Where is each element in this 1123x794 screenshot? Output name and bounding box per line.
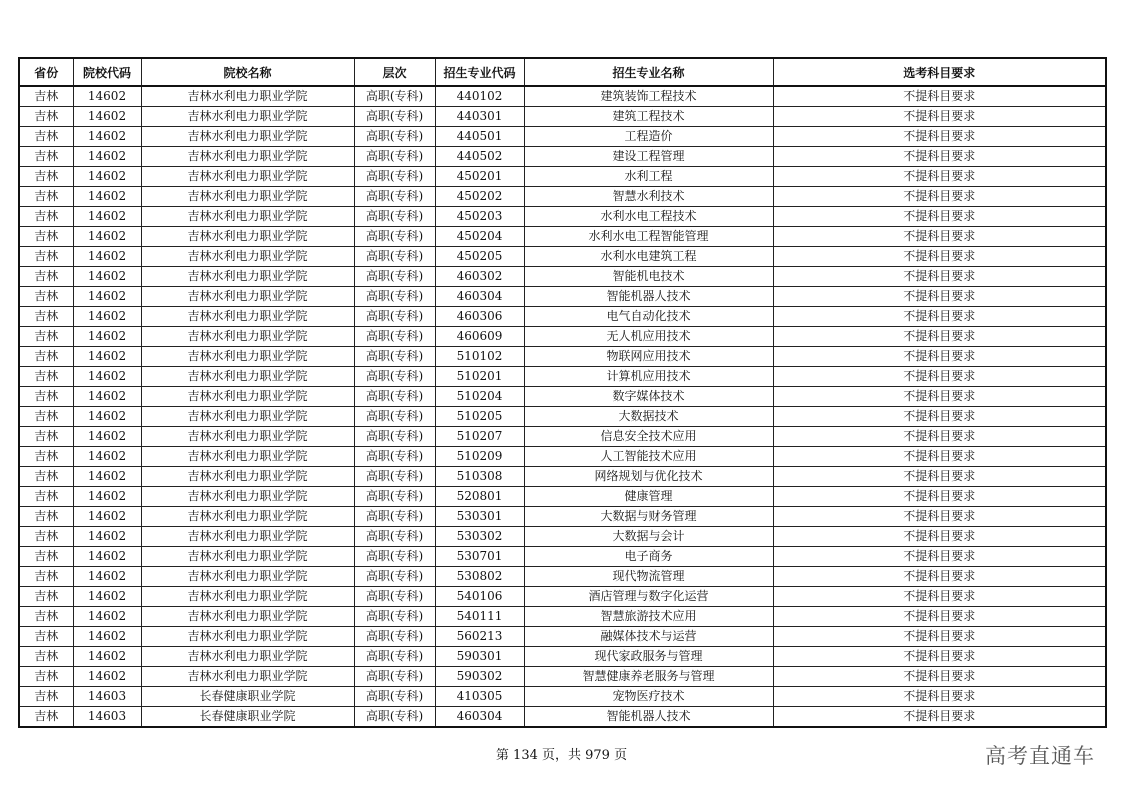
table-cell: 吉林水利电力职业学院: [141, 487, 354, 507]
table-cell: 吉林: [19, 627, 73, 647]
table-cell: 14602: [73, 267, 141, 287]
table-cell: 不提科目要求: [773, 447, 1106, 467]
table-cell: 吉林: [19, 667, 73, 687]
table-cell: 高职(专科): [354, 167, 435, 187]
table-cell: 不提科目要求: [773, 267, 1106, 287]
table-cell: 530301: [435, 507, 524, 527]
table-cell: 吉林: [19, 187, 73, 207]
table-cell: 不提科目要求: [773, 327, 1106, 347]
table-cell: 440301: [435, 107, 524, 127]
table-cell: 智能机器人技术: [524, 287, 773, 307]
table-cell: 14602: [73, 667, 141, 687]
column-header: 层次: [354, 58, 435, 86]
table-cell: 14602: [73, 607, 141, 627]
table-cell: 高职(专科): [354, 487, 435, 507]
table-cell: 14602: [73, 367, 141, 387]
table-cell: 吉林水利电力职业学院: [141, 527, 354, 547]
table-cell: 吉林: [19, 247, 73, 267]
table-cell: 吉林: [19, 107, 73, 127]
table-cell: 14602: [73, 587, 141, 607]
table-cell: 高职(专科): [354, 587, 435, 607]
table-cell: 14602: [73, 507, 141, 527]
table-cell: 吉林水利电力职业学院: [141, 407, 354, 427]
table-cell: 吉林: [19, 507, 73, 527]
table-cell: 不提科目要求: [773, 187, 1106, 207]
table-row: [19, 347, 1106, 367]
table-cell: 不提科目要求: [773, 607, 1106, 627]
table-cell: 14602: [73, 327, 141, 347]
table-cell: 14602: [73, 467, 141, 487]
table-cell: 不提科目要求: [773, 207, 1106, 227]
table-cell: 14602: [73, 147, 141, 167]
table-cell: 高职(专科): [354, 147, 435, 167]
table-cell: 14602: [73, 527, 141, 547]
table-cell: 不提科目要求: [773, 687, 1106, 707]
table-cell: 高职(专科): [354, 507, 435, 527]
table-cell: 吉林: [19, 327, 73, 347]
table-cell: 高职(专科): [354, 327, 435, 347]
table-row: [19, 547, 1106, 567]
table-cell: 高职(专科): [354, 627, 435, 647]
table-cell: 智慧健康养老服务与管理: [524, 667, 773, 687]
table-cell: 520801: [435, 487, 524, 507]
table-cell: 吉林: [19, 367, 73, 387]
table-cell: 吉林: [19, 647, 73, 667]
table-cell: 吉林: [19, 587, 73, 607]
table-cell: 540106: [435, 587, 524, 607]
table-cell: 不提科目要求: [773, 387, 1106, 407]
table-cell: 高职(专科): [354, 467, 435, 487]
table-row: [19, 687, 1106, 707]
table-cell: 14603: [73, 687, 141, 707]
table-cell: 吉林: [19, 547, 73, 567]
table-cell: 高职(专科): [354, 367, 435, 387]
table-cell: 530302: [435, 527, 524, 547]
table-cell: 不提科目要求: [773, 247, 1106, 267]
table-cell: 吉林水利电力职业学院: [141, 86, 354, 107]
table-cell: 460304: [435, 707, 524, 728]
table-row: [19, 447, 1106, 467]
table-cell: 不提科目要求: [773, 347, 1106, 367]
table-row: [19, 467, 1106, 487]
table-cell: 14602: [73, 247, 141, 267]
table-row: [19, 667, 1106, 687]
table-cell: 水利水电建筑工程: [524, 247, 773, 267]
table-cell: 不提科目要求: [773, 107, 1106, 127]
table-cell: 510207: [435, 427, 524, 447]
table-cell: 高职(专科): [354, 86, 435, 107]
table-cell: 融媒体技术与运营: [524, 627, 773, 647]
table-cell: 高职(专科): [354, 287, 435, 307]
table-cell: 吉林: [19, 287, 73, 307]
table-cell: 智能机器人技术: [524, 707, 773, 728]
table-row: [19, 647, 1106, 667]
table-row: [19, 427, 1106, 447]
table-cell: 高职(专科): [354, 267, 435, 287]
table-cell: 吉林: [19, 227, 73, 247]
table-cell: 吉林水利电力职业学院: [141, 427, 354, 447]
table-cell: 不提科目要求: [773, 427, 1106, 447]
table-cell: 不提科目要求: [773, 487, 1106, 507]
table-cell: 吉林水利电力职业学院: [141, 627, 354, 647]
table-cell: 14602: [73, 127, 141, 147]
table-cell: 吉林水利电力职业学院: [141, 347, 354, 367]
table-row: [19, 587, 1106, 607]
table-cell: 高职(专科): [354, 307, 435, 327]
table-cell: 460306: [435, 307, 524, 327]
table-row: [19, 627, 1106, 647]
table-cell: 水利水电工程技术: [524, 207, 773, 227]
table-cell: 不提科目要求: [773, 127, 1106, 147]
table-row: [19, 86, 1106, 107]
table-cell: 高职(专科): [354, 687, 435, 707]
table-cell: 14602: [73, 347, 141, 367]
table-cell: 吉林水利电力职业学院: [141, 547, 354, 567]
table-cell: 吉林: [19, 687, 73, 707]
table-cell: 现代物流管理: [524, 567, 773, 587]
table-cell: 大数据技术: [524, 407, 773, 427]
table-row: [19, 707, 1106, 728]
table-cell: 440102: [435, 86, 524, 107]
table-cell: 14602: [73, 627, 141, 647]
table-cell: 高职(专科): [354, 107, 435, 127]
table-cell: 大数据与财务管理: [524, 507, 773, 527]
table-cell: 不提科目要求: [773, 167, 1106, 187]
table-cell: 不提科目要求: [773, 227, 1106, 247]
table-cell: 高职(专科): [354, 187, 435, 207]
table-cell: 不提科目要求: [773, 407, 1106, 427]
table-cell: 高职(专科): [354, 547, 435, 567]
table-cell: 14602: [73, 287, 141, 307]
table-row: [19, 487, 1106, 507]
table-cell: 不提科目要求: [773, 567, 1106, 587]
table-cell: 450201: [435, 167, 524, 187]
table-cell: 吉林水利电力职业学院: [141, 107, 354, 127]
table-row: [19, 227, 1106, 247]
table-cell: 14602: [73, 427, 141, 447]
table-cell: 大数据与会计: [524, 527, 773, 547]
table-row: [19, 107, 1106, 127]
table-row: [19, 287, 1106, 307]
table-cell: 高职(专科): [354, 527, 435, 547]
table-cell: 高职(专科): [354, 347, 435, 367]
table-cell: 不提科目要求: [773, 507, 1106, 527]
table-cell: 高职(专科): [354, 247, 435, 267]
table-row: [19, 127, 1106, 147]
table-cell: 450205: [435, 247, 524, 267]
table-cell: 14602: [73, 207, 141, 227]
table-cell: 510102: [435, 347, 524, 367]
table-cell: 不提科目要求: [773, 627, 1106, 647]
table-cell: 高职(专科): [354, 447, 435, 467]
table-cell: 吉林水利电力职业学院: [141, 307, 354, 327]
table-cell: 吉林: [19, 307, 73, 327]
table-cell: 吉林: [19, 167, 73, 187]
table-cell: 不提科目要求: [773, 147, 1106, 167]
table-cell: 不提科目要求: [773, 667, 1106, 687]
table-cell: 460302: [435, 267, 524, 287]
table-cell: 吉林: [19, 487, 73, 507]
table-cell: 吉林水利电力职业学院: [141, 127, 354, 147]
table-cell: 吉林水利电力职业学院: [141, 647, 354, 667]
table-cell: 不提科目要求: [773, 707, 1106, 728]
table-cell: 工程造价: [524, 127, 773, 147]
table-cell: 高职(专科): [354, 647, 435, 667]
table-cell: 吉林: [19, 347, 73, 367]
table-cell: 吉林: [19, 527, 73, 547]
page-number: 第 134 页，共 979 页: [495, 748, 628, 763]
table-cell: 14602: [73, 86, 141, 107]
table-cell: 540111: [435, 607, 524, 627]
table-cell: 高职(专科): [354, 127, 435, 147]
column-header: 院校代码: [73, 58, 141, 86]
table-cell: 不提科目要求: [773, 587, 1106, 607]
table-cell: 长春健康职业学院: [141, 707, 354, 728]
table-cell: 590301: [435, 647, 524, 667]
table-cell: 吉林水利电力职业学院: [141, 447, 354, 467]
table-cell: 高职(专科): [354, 407, 435, 427]
table-cell: 440501: [435, 127, 524, 147]
table-cell: 高职(专科): [354, 387, 435, 407]
table-row: [19, 607, 1106, 627]
table-cell: 14602: [73, 647, 141, 667]
table-header: [19, 58, 1106, 86]
table-cell: 不提科目要求: [773, 367, 1106, 387]
table-cell: 建筑工程技术: [524, 107, 773, 127]
table-cell: 510201: [435, 367, 524, 387]
table-cell: 510209: [435, 447, 524, 467]
table-cell: 吉林水利电力职业学院: [141, 607, 354, 627]
table-cell: 吉林: [19, 267, 73, 287]
table-cell: 吉林: [19, 467, 73, 487]
table-cell: 510205: [435, 407, 524, 427]
table-cell: 吉林水利电力职业学院: [141, 387, 354, 407]
table-cell: 吉林: [19, 86, 73, 107]
table-cell: 560213: [435, 627, 524, 647]
column-header: 招生专业名称: [524, 58, 773, 86]
table-cell: 14602: [73, 487, 141, 507]
table-cell: 460304: [435, 287, 524, 307]
table-cell: 吉林: [19, 207, 73, 227]
table-cell: 吉林水利电力职业学院: [141, 267, 354, 287]
table-row: [19, 407, 1106, 427]
table-cell: 吉林水利电力职业学院: [141, 207, 354, 227]
table-cell: 吉林水利电力职业学院: [141, 187, 354, 207]
table-cell: 14602: [73, 107, 141, 127]
table-cell: 电子商务: [524, 547, 773, 567]
table-cell: 吉林水利电力职业学院: [141, 587, 354, 607]
table-cell: 吉林: [19, 427, 73, 447]
table-cell: 不提科目要求: [773, 547, 1106, 567]
table-row: [19, 367, 1106, 387]
table-cell: 14603: [73, 707, 141, 728]
table-cell: 450204: [435, 227, 524, 247]
table-cell: 水利工程: [524, 167, 773, 187]
table-cell: 吉林水利电力职业学院: [141, 287, 354, 307]
table-cell: 高职(专科): [354, 207, 435, 227]
table-cell: 宠物医疗技术: [524, 687, 773, 707]
table-cell: 人工智能技术应用: [524, 447, 773, 467]
table-cell: 智慧旅游技术应用: [524, 607, 773, 627]
table-cell: 吉林水利电力职业学院: [141, 227, 354, 247]
table-cell: 410305: [435, 687, 524, 707]
watermark-logo: 高考直通车: [985, 744, 1095, 768]
table-cell: 数字媒体技术: [524, 387, 773, 407]
table-cell: 水利水电工程智能管理: [524, 227, 773, 247]
admissions-table: [18, 57, 1107, 728]
table-cell: 吉林水利电力职业学院: [141, 367, 354, 387]
table-cell: 不提科目要求: [773, 527, 1106, 547]
table-cell: 吉林水利电力职业学院: [141, 247, 354, 267]
table-cell: 14602: [73, 387, 141, 407]
table-cell: 吉林: [19, 387, 73, 407]
table-cell: 现代家政服务与管理: [524, 647, 773, 667]
table-cell: 14602: [73, 407, 141, 427]
table-row: [19, 507, 1106, 527]
table-cell: 无人机应用技术: [524, 327, 773, 347]
table-cell: 14602: [73, 567, 141, 587]
table-cell: 460609: [435, 327, 524, 347]
table-cell: 吉林水利电力职业学院: [141, 567, 354, 587]
table-cell: 590302: [435, 667, 524, 687]
table-cell: 建设工程管理: [524, 147, 773, 167]
column-header: 选考科目要求: [773, 58, 1106, 86]
table-row: [19, 387, 1106, 407]
table-row: [19, 267, 1106, 287]
table-cell: 物联网应用技术: [524, 347, 773, 367]
table-cell: 高职(专科): [354, 667, 435, 687]
table-cell: 吉林水利电力职业学院: [141, 507, 354, 527]
table-cell: 吉林水利电力职业学院: [141, 467, 354, 487]
table-cell: 吉林: [19, 567, 73, 587]
table-cell: 450203: [435, 207, 524, 227]
table-cell: 吉林水利电力职业学院: [141, 667, 354, 687]
table-cell: 吉林: [19, 607, 73, 627]
table-cell: 高职(专科): [354, 607, 435, 627]
table-cell: 电气自动化技术: [524, 307, 773, 327]
table-cell: 高职(专科): [354, 427, 435, 447]
table-cell: 智慧水利技术: [524, 187, 773, 207]
table-cell: 高职(专科): [354, 567, 435, 587]
table-cell: 网络规划与优化技术: [524, 467, 773, 487]
table-cell: 14602: [73, 547, 141, 567]
table-cell: 510204: [435, 387, 524, 407]
table-cell: 吉林: [19, 127, 73, 147]
table-cell: 吉林: [19, 407, 73, 427]
table-cell: 酒店管理与数字化运营: [524, 587, 773, 607]
table-cell: 14602: [73, 167, 141, 187]
table-cell: 530701: [435, 547, 524, 567]
table-cell: 计算机应用技术: [524, 367, 773, 387]
column-header: 省份: [19, 58, 73, 86]
table-cell: 高职(专科): [354, 707, 435, 728]
table-cell: 14602: [73, 447, 141, 467]
table-cell: 14602: [73, 187, 141, 207]
table-cell: 不提科目要求: [773, 86, 1106, 107]
table-cell: 吉林: [19, 707, 73, 728]
table-row: [19, 307, 1106, 327]
table-cell: 建筑装饰工程技术: [524, 86, 773, 107]
column-header: 招生专业代码: [435, 58, 524, 86]
table-body: [19, 86, 1106, 727]
table-row: [19, 327, 1106, 347]
table-cell: 高职(专科): [354, 227, 435, 247]
table-cell: 440502: [435, 147, 524, 167]
table-row: [19, 167, 1106, 187]
table-cell: 不提科目要求: [773, 647, 1106, 667]
table-cell: 吉林: [19, 147, 73, 167]
table-row: [19, 207, 1106, 227]
column-header: 院校名称: [141, 58, 354, 86]
table-cell: 510308: [435, 467, 524, 487]
table-cell: 不提科目要求: [773, 287, 1106, 307]
table-cell: 吉林水利电力职业学院: [141, 147, 354, 167]
table-cell: 信息安全技术应用: [524, 427, 773, 447]
table-row: [19, 247, 1106, 267]
table-row: [19, 147, 1106, 167]
table-cell: 14602: [73, 307, 141, 327]
table-cell: 长春健康职业学院: [141, 687, 354, 707]
table-cell: 530802: [435, 567, 524, 587]
table-cell: 450202: [435, 187, 524, 207]
table-cell: 智能机电技术: [524, 267, 773, 287]
table-row: [19, 527, 1106, 547]
table-cell: 不提科目要求: [773, 307, 1106, 327]
table-cell: 吉林水利电力职业学院: [141, 327, 354, 347]
table-cell: 健康管理: [524, 487, 773, 507]
table-cell: 吉林水利电力职业学院: [141, 167, 354, 187]
table-cell: 不提科目要求: [773, 467, 1106, 487]
table-cell: 14602: [73, 227, 141, 247]
table-cell: 吉林: [19, 447, 73, 467]
header-row: [19, 58, 1106, 86]
table-row: [19, 567, 1106, 587]
table-row: [19, 187, 1106, 207]
